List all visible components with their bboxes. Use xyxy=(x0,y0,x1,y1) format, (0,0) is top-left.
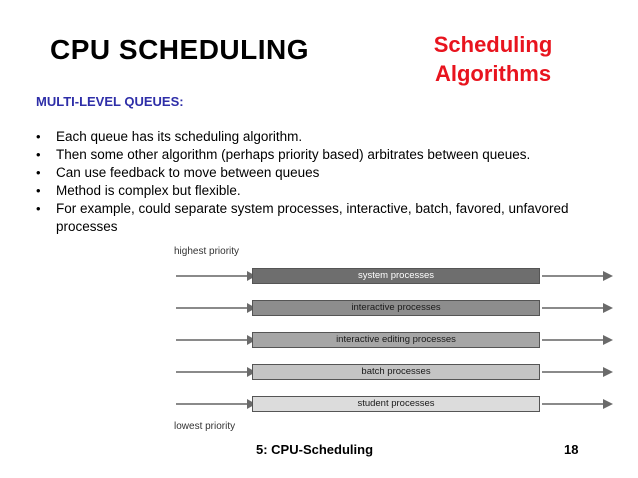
lowest-priority-label: lowest priority xyxy=(174,421,236,432)
slide-footer: 5: CPU-Scheduling xyxy=(256,442,374,457)
subtitle-line-2: Algorithms xyxy=(434,61,552,86)
highest-priority-label: highest priority xyxy=(174,246,240,257)
bullet-text: Then some other algorithm (perhaps priority based) arbitrates between queues. xyxy=(56,147,531,162)
arrow-in-icon xyxy=(176,275,248,277)
bullet-item xyxy=(36,182,616,200)
arrow-out-icon xyxy=(542,275,604,277)
bullet-item xyxy=(36,128,616,146)
queue-row xyxy=(174,268,626,284)
bullet-icon: • xyxy=(36,201,41,216)
arrow-in-icon xyxy=(176,339,248,341)
queue-box: interactive editing processes xyxy=(252,332,540,348)
bullet-item xyxy=(36,200,616,236)
queue-box: interactive processes xyxy=(252,300,540,316)
bullet-item xyxy=(36,146,616,164)
multilevel-queue-diagram xyxy=(174,244,626,434)
arrow-in-icon xyxy=(176,403,248,405)
arrow-out-icon xyxy=(542,307,604,309)
queue-box: system processes xyxy=(252,268,540,284)
bullet-text: Method is complex but flexible. xyxy=(56,183,241,198)
bullet-list xyxy=(36,128,616,236)
slide-title: CPU SCHEDULING xyxy=(50,34,310,65)
arrow-out-icon xyxy=(542,403,604,405)
subtitle-line-1: Scheduling xyxy=(433,32,553,57)
queue-row xyxy=(174,364,626,380)
page-number: 18 xyxy=(564,442,579,457)
queue-row xyxy=(174,332,626,348)
bullet-icon: • xyxy=(36,165,41,180)
arrow-out-icon xyxy=(542,339,604,341)
slide-subtitle xyxy=(418,30,568,88)
bullet-text: For example, could separate system processes, interactive, batch, favored, unfavored processes xyxy=(56,201,569,234)
bullet-text: Each queue has its scheduling algorithm. xyxy=(56,129,303,144)
arrow-out-icon xyxy=(542,371,604,373)
bullet-item xyxy=(36,164,616,182)
queue-row xyxy=(174,396,626,412)
queue-box: batch processes xyxy=(252,364,540,380)
section-heading: MULTI-LEVEL QUEUES: xyxy=(36,94,184,109)
bullet-icon: • xyxy=(36,129,41,144)
arrow-in-icon xyxy=(176,307,248,309)
bullet-icon: • xyxy=(36,183,41,198)
queue-box: student processes xyxy=(252,396,540,412)
bullet-icon: • xyxy=(36,147,41,162)
queue-row xyxy=(174,300,626,316)
bullet-text: Can use feedback to move between queues xyxy=(56,165,320,180)
arrow-in-icon xyxy=(176,371,248,373)
